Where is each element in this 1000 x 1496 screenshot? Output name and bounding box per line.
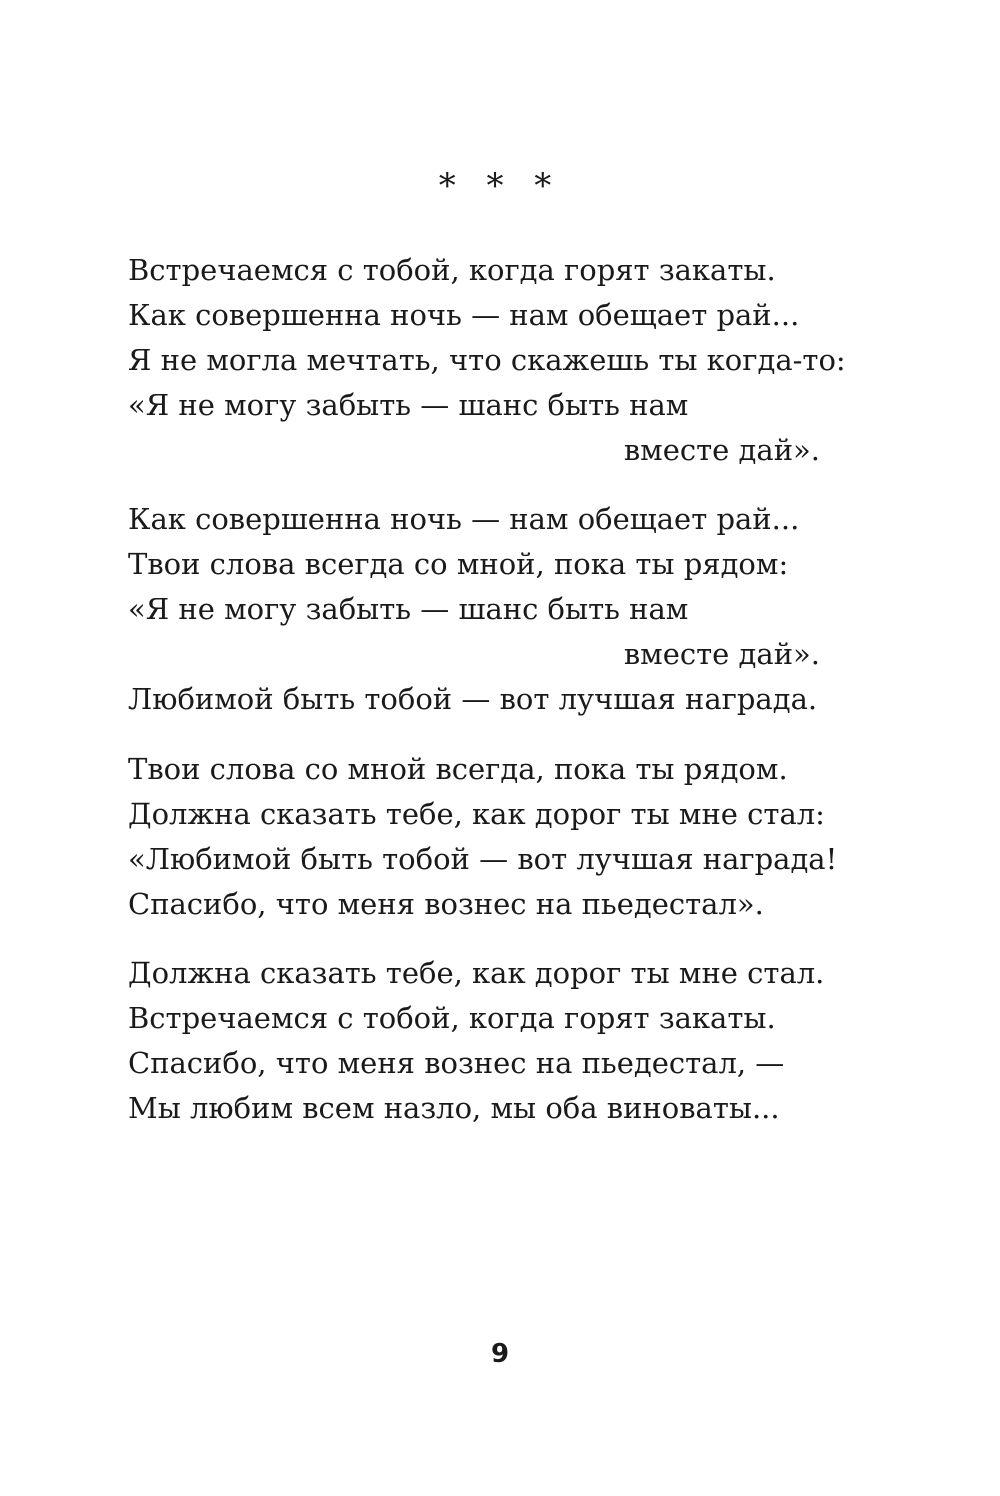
poem-line: Любимой быть тобой — вот лучшая награда.: [128, 682, 818, 716]
poem-line: Спасибо, что меня вознес на пьедестал, —: [128, 1046, 785, 1080]
stanza-1: [128, 248, 848, 473]
poem-line: Спасибо, что меня вознес на пьедестал».: [128, 887, 764, 921]
poem-line: «Я не могу забыть — шанс быть нам: [128, 592, 689, 626]
poem-line: Мы любим всем назло, мы оба виноваты...: [128, 1091, 780, 1125]
stanza-2: [128, 497, 848, 722]
stanza-separator: * * *: [438, 166, 562, 206]
stanza-4: [128, 951, 848, 1131]
poem-line: Я не могла мечтать, что скажешь ты когда-то:: [128, 343, 846, 377]
stanza-3: [128, 747, 848, 927]
poem-line: «Любимой быть тобой — вот лучшая награда!: [128, 842, 838, 876]
poem-line: Должна сказать тебе, как дорог ты мне стал.: [128, 956, 825, 990]
poem-line-continuation: вместе дай».: [623, 433, 820, 467]
poem-line: Встречаемся с тобой, когда горят закаты.: [128, 1001, 776, 1035]
poem-line: Как совершенна ночь — нам обещает рай...: [128, 298, 800, 332]
poem-line: «Я не могу забыть — шанс быть нам: [128, 388, 689, 422]
poem-line-continuation: вместе дай».: [623, 637, 820, 671]
page-number: 9: [490, 1339, 510, 1369]
poem-line: Как совершенна ночь — нам обещает рай...: [128, 502, 800, 536]
poem-line: Твои слова со мной всегда, пока ты рядом.: [128, 752, 788, 786]
poem-line: Встречаемся с тобой, когда горят закаты.: [128, 253, 776, 287]
poem-line: Должна сказать тебе, как дорог ты мне стал:: [128, 797, 825, 831]
poem-line: Твои слова всегда со мной, пока ты рядом:: [128, 547, 789, 581]
